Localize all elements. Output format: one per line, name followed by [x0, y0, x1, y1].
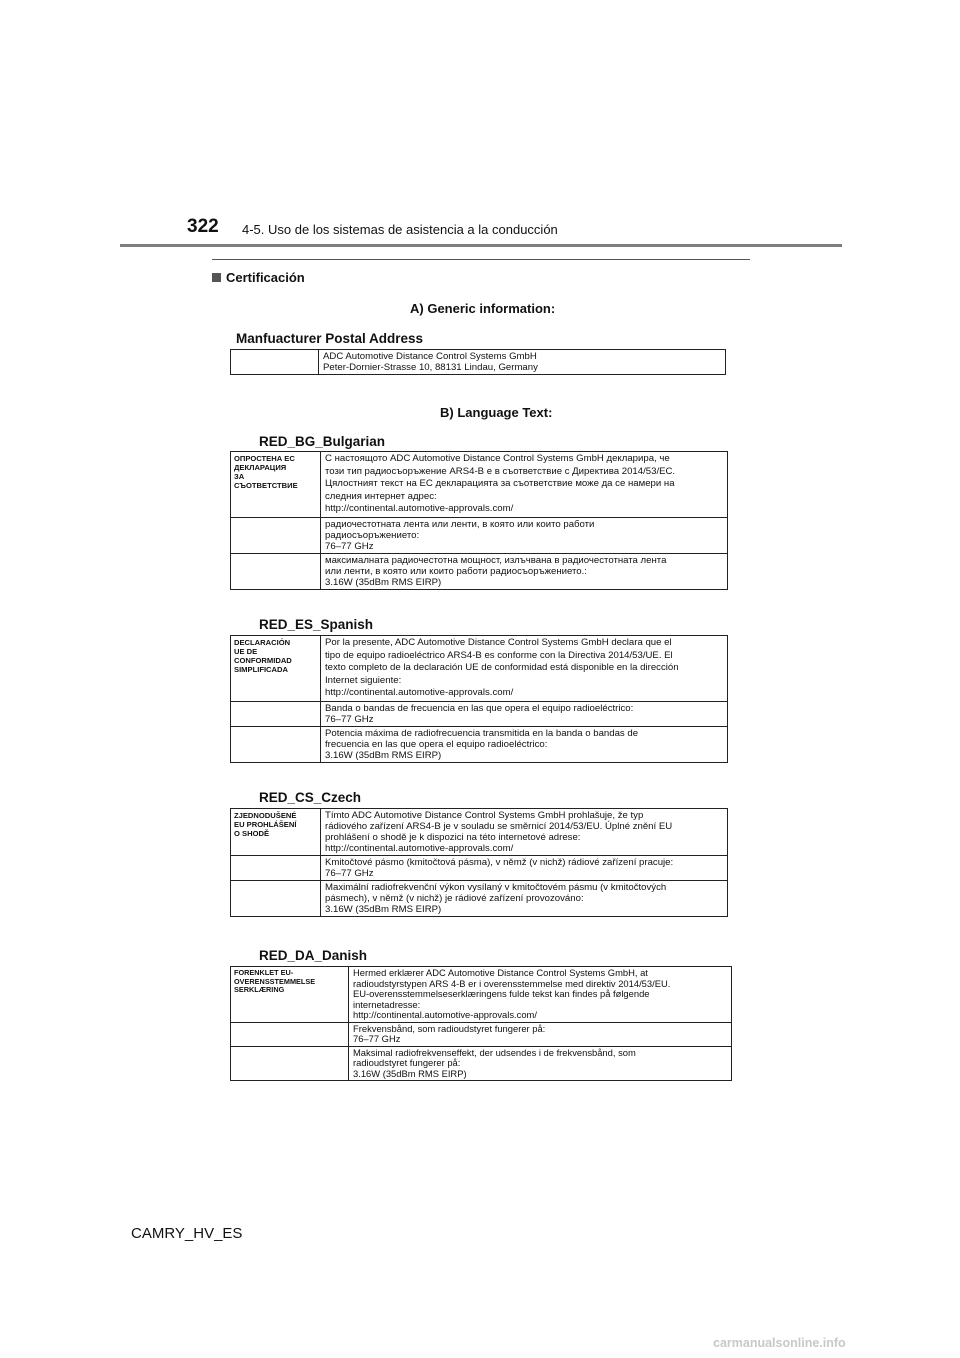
- language-heading: B) Language Text:: [440, 405, 553, 420]
- text-line: 3.16W (35dBm RMS EIRP): [353, 1067, 467, 1079]
- section-rule: [212, 259, 750, 260]
- generic-heading: A) Generic information:: [410, 301, 556, 316]
- declaration-key-cell: [231, 636, 321, 702]
- text-line: EU-overensstemmelseserklæringens fulde tekst kan findes på følgende: [353, 988, 650, 999]
- key-line: SERKLÆRING: [234, 985, 285, 994]
- declaration-key-cell: [231, 967, 349, 1023]
- empty-key-cell: [231, 881, 321, 917]
- postal-address-label: Manfuacturer Postal Address: [236, 331, 424, 346]
- text-line: Internet siguiente:: [325, 674, 402, 686]
- text-line: 76–77 GHz: [325, 713, 374, 725]
- key-line: ОПРОСТЕНА ЕС: [234, 454, 295, 463]
- text-line: tipo de equipo radioeléctrico ARS4-B es conforme con la Directiva 2014/53/UE. El: [325, 649, 673, 661]
- table-row: [231, 553, 728, 589]
- text-line: 76–77 GHz: [353, 1033, 401, 1044]
- declaration-text-cell: [321, 809, 728, 856]
- watermark: carmanualsonline.info: [713, 1336, 846, 1350]
- address-key-cell: [231, 350, 319, 375]
- empty-key-cell: [231, 517, 321, 553]
- key-line: DECLARACIÓN: [234, 638, 291, 647]
- table-row: [231, 881, 728, 917]
- square-bullet-icon: [212, 273, 221, 282]
- text-line: максималната радиочестотна мощност, излъчвана в радиочестотната лента: [325, 554, 667, 566]
- empty-key-cell: [231, 1046, 349, 1081]
- text-line: prohlášení o shodě je k dispozici na této internetové adrese:: [325, 832, 581, 843]
- empty-key-cell: [231, 1022, 349, 1046]
- empty-key-cell: [231, 726, 321, 762]
- page-number: 322: [187, 216, 219, 237]
- text-line: http://continental.automotive-approvals.com/: [325, 687, 514, 698]
- key-line: SIMPLIFICADA: [234, 665, 288, 674]
- frequency-cell: [321, 701, 728, 726]
- text-line: 76–77 GHz: [325, 868, 374, 879]
- text-line: internetadresse:: [353, 998, 421, 1010]
- frequency-cell: [321, 856, 728, 881]
- footer-code: CAMRY_HV_ES: [131, 1225, 243, 1242]
- text-line: Tímto ADC Automotive Distance Control Systems GmbH prohlašuje, že typ: [325, 810, 644, 821]
- text-line: 3.16W (35dBm RMS EIRP): [325, 904, 442, 915]
- frequency-cell: [349, 1022, 732, 1046]
- text-line: rádiového zařízení ARS4-B je v souladu se směrnicí 2014/53/EU. Úplné znění EU: [325, 821, 673, 832]
- text-line: 3.16W (35dBm RMS EIRP): [325, 576, 442, 588]
- key-line: ZJEDNODUŠENÉ: [234, 811, 297, 820]
- address-cell: [319, 350, 726, 375]
- text-line: frecuencia en las que opera el equipo radioeléctrico:: [325, 738, 548, 750]
- table-row: [231, 636, 728, 702]
- address-line: ADC Automotive Distance Control Systems GmbH: [323, 351, 537, 362]
- text-line: http://continental.automotive-approvals.com/: [325, 503, 514, 514]
- declaration-text-cell: [321, 636, 728, 702]
- lang-title-da: RED_DA_Danish: [259, 948, 368, 963]
- power-cell: [321, 553, 728, 589]
- text-line: texto completo de la declaración UE de conformidad está disponible en la dirección: [325, 662, 679, 673]
- text-line: Por la presente, ADC Automotive Distance Control Systems GmbH declara que el: [325, 637, 672, 648]
- key-line: UE DE: [234, 647, 258, 656]
- address-line: Peter-Dornier-Strasse 10, 88131 Lindau, Germany: [323, 362, 538, 373]
- declaration-key-cell: [231, 809, 321, 856]
- chapter-title: 4-5. Uso de los sistemas de asistencia a la conducción: [242, 222, 558, 237]
- text-line: radioudstyrstypen ARS 4-B er i overensstemmelse med direktiv 2014/53/EU.: [353, 977, 671, 989]
- declaration-text-cell: [321, 452, 728, 518]
- power-cell: [321, 881, 728, 917]
- frequency-cell: [321, 517, 728, 553]
- table-row: [231, 856, 728, 881]
- text-line: следния интернет адрес:: [325, 490, 437, 502]
- lang-title-es: RED_ES_Spanish: [259, 617, 374, 632]
- text-line: този тип радиосъоръжение ARS4-B е в съответствие с Директива 2014/53/ЕС.: [325, 465, 676, 477]
- empty-key-cell: [231, 553, 321, 589]
- text-line: http://continental.automotive-approvals.com/: [325, 843, 514, 854]
- lang-title-bg: RED_BG_Bulgarian: [259, 434, 386, 449]
- text-line: Banda o bandas de frecuencia en las que opera el equipo radioeléctrico:: [325, 702, 634, 714]
- text-line: pásmech), v němž (v nichž) je rádiové zařízení provozováno:: [325, 893, 584, 904]
- power-cell: [349, 1046, 732, 1081]
- lang-title-cs: RED_CS_Czech: [259, 790, 362, 805]
- text-line: Maximální radiofrekvenční výkon vysílaný v kmitočtovém pásmu (v kmitočtových: [325, 882, 667, 893]
- text-line: Potencia máxima de radiofrecuencia transmitida en la banda o bandas de: [325, 727, 639, 739]
- text-line: радиочестотната лента или ленти, в която или които работи: [325, 518, 595, 530]
- key-line: O SHODĚ: [234, 829, 270, 838]
- table-row: [231, 517, 728, 553]
- text-line: Цялостният текст на ЕС декларацията за съответствие може да се намери на: [325, 478, 675, 489]
- text-line: С настоящото ADC Automotive Distance Control Systems GmbH декларира, че: [325, 453, 670, 464]
- table-row: [231, 1022, 732, 1046]
- empty-key-cell: [231, 701, 321, 726]
- text-line: Hermed erklærer ADC Automotive Distance Control Systems GmbH, at: [353, 967, 648, 978]
- text-line: Frekvensbånd, som radioudstyret fungerer på:: [353, 1022, 546, 1034]
- text-line: радиосъоръжението:: [325, 529, 420, 541]
- address-table: [230, 349, 726, 375]
- key-line: EU PROHLÁŠENÍ: [234, 820, 297, 829]
- lang-table-es: [230, 635, 728, 763]
- empty-key-cell: [231, 856, 321, 881]
- table-row: [231, 726, 728, 762]
- section-title: [212, 270, 305, 285]
- text-line: http://continental.automotive-approvals.com/: [353, 1009, 537, 1020]
- table-row: [231, 452, 728, 518]
- address-row: [231, 350, 726, 375]
- power-cell: [321, 726, 728, 762]
- table-row: [231, 967, 732, 1023]
- text-line: 76–77 GHz: [325, 540, 374, 552]
- key-line: CONFORMIDAD: [234, 656, 292, 665]
- header-rule: [120, 244, 842, 247]
- lang-table-cs: [230, 808, 728, 917]
- table-row: [231, 1046, 732, 1081]
- table-row: [231, 809, 728, 856]
- text-line: Maksimal radiofrekvenseffekt, der udsendes i de frekvensbånd, som: [353, 1046, 636, 1058]
- table-row: [231, 701, 728, 726]
- key-line: FORENKLET EU-: [234, 968, 294, 977]
- text-line: 3.16W (35dBm RMS EIRP): [325, 749, 442, 761]
- declaration-key-cell: [231, 452, 321, 518]
- lang-table-bg: [230, 451, 728, 590]
- lang-table-da: [230, 966, 732, 1081]
- key-line: ДЕКЛАРАЦИЯ: [234, 463, 287, 472]
- key-line: СЪОТВЕТСТВИЕ: [234, 481, 298, 490]
- section-title-text: Certificación: [226, 270, 305, 285]
- text-line: radioudstyret fungerer på:: [353, 1057, 461, 1068]
- key-line: OVERENSSTEMMELSE: [234, 976, 316, 986]
- text-line: или ленти, в която или които работи радиосъоръжението.:: [325, 565, 587, 577]
- key-line: ЗА: [234, 472, 245, 481]
- declaration-text-cell: [349, 967, 732, 1023]
- text-line: Kmitočtové pásmo (kmitočtová pásma), v němž (v nichž) rádiové zařízení pracuje:: [325, 857, 674, 868]
